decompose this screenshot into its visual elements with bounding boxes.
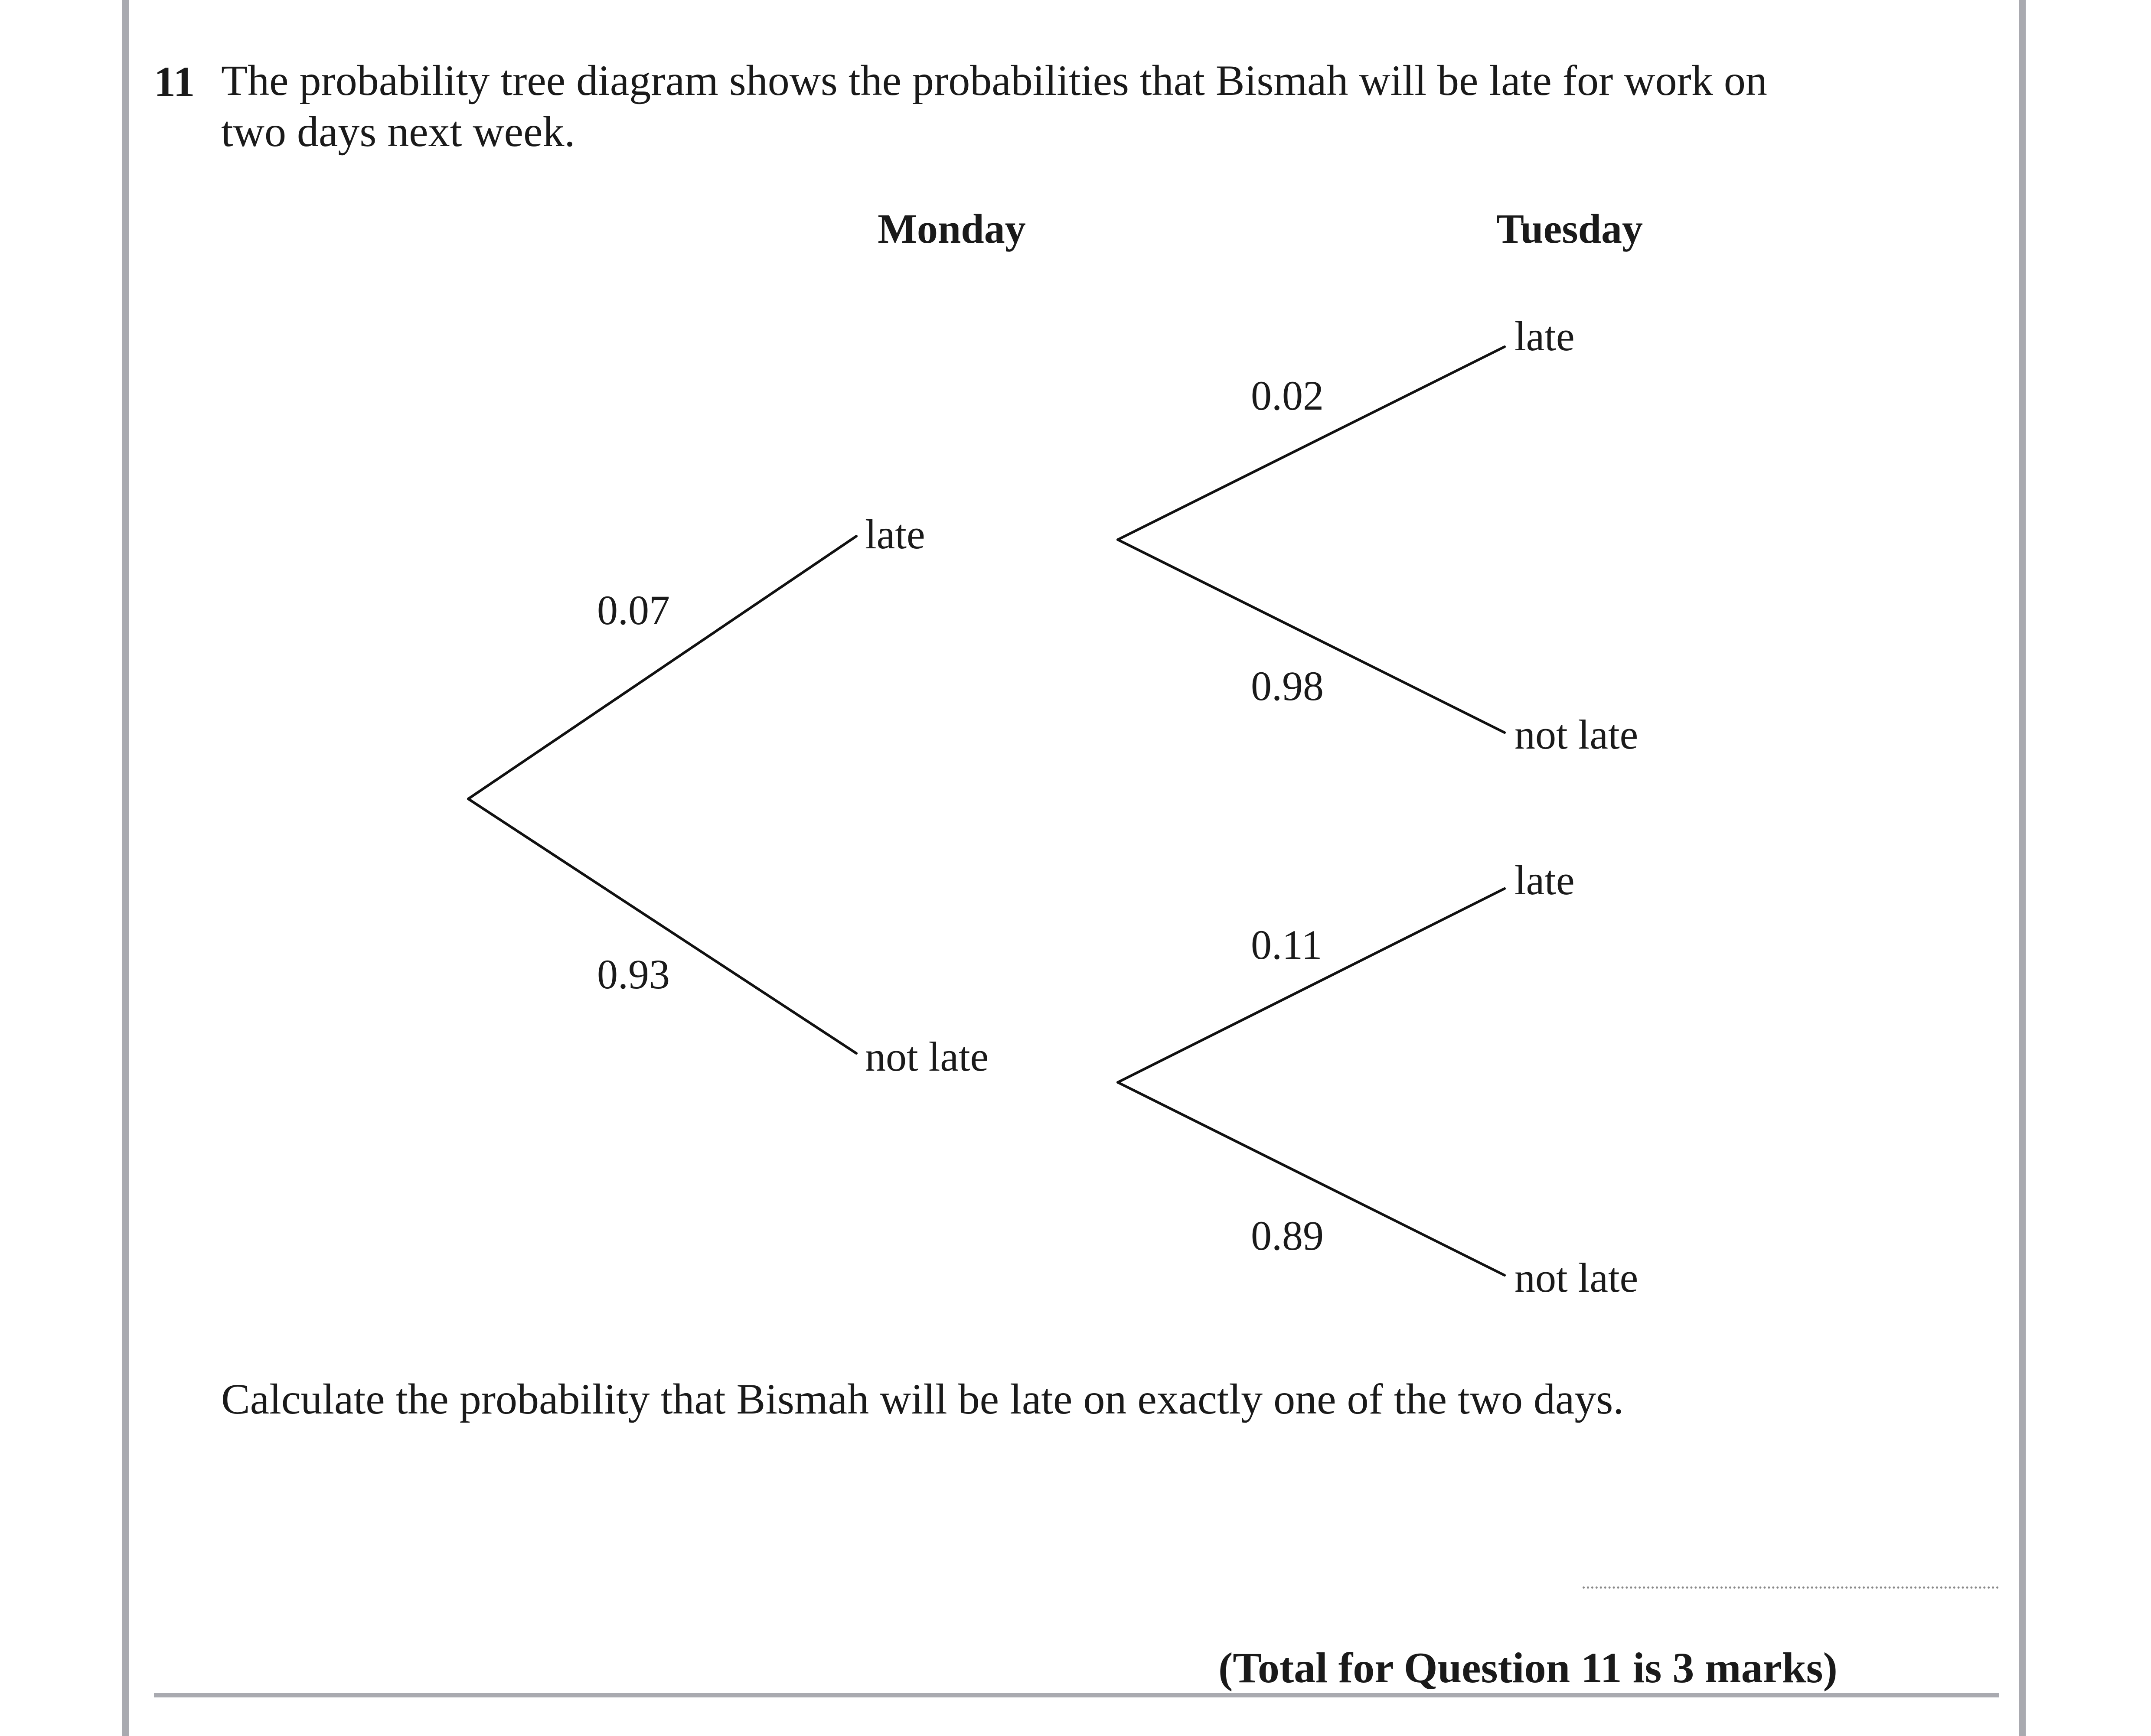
bottom-rule	[154, 1693, 1999, 1697]
branch-monday-not-late	[468, 799, 856, 1053]
question-number: 11	[154, 58, 195, 106]
label-monday-not-late: not late	[865, 1033, 989, 1080]
prob-tuesday-not-late-after-not-late: 0.89	[1251, 1212, 1324, 1259]
heading-tuesday: Tuesday	[1496, 205, 1643, 252]
prob-monday-late: 0.07	[597, 587, 670, 633]
question-text-line-1: The probability tree diagram shows the probabilities that Bismah will be late for work on	[221, 56, 1767, 104]
label-tuesday-late-after-not-late: late	[1515, 857, 1575, 903]
heading-monday: Monday	[878, 205, 1026, 252]
prob-tuesday-late-after-late: 0.02	[1251, 372, 1324, 419]
prob-tuesday-not-late-after-late: 0.98	[1251, 663, 1324, 709]
question-text-line-2: two days next week.	[221, 107, 575, 156]
question-total-marks: (Total for Question 11 is 3 marks)	[1218, 1644, 1838, 1692]
label-monday-late: late	[865, 511, 925, 557]
label-tuesday-not-late-after-late: not late	[1515, 711, 1639, 758]
answer-line[interactable]	[1583, 1586, 1999, 1589]
prob-tuesday-late-after-not-late: 0.11	[1251, 922, 1322, 968]
prob-monday-not-late: 0.93	[597, 951, 670, 997]
label-tuesday-late-after-late: late	[1515, 313, 1575, 359]
branch-tuesday-late-after-not-late	[1118, 889, 1505, 1082]
question-instruction: Calculate the probability that Bismah will be late on exactly one of the two days.	[221, 1375, 1624, 1423]
branch-monday-late	[468, 536, 856, 799]
label-tuesday-not-late-after-not-late: not late	[1515, 1254, 1639, 1301]
